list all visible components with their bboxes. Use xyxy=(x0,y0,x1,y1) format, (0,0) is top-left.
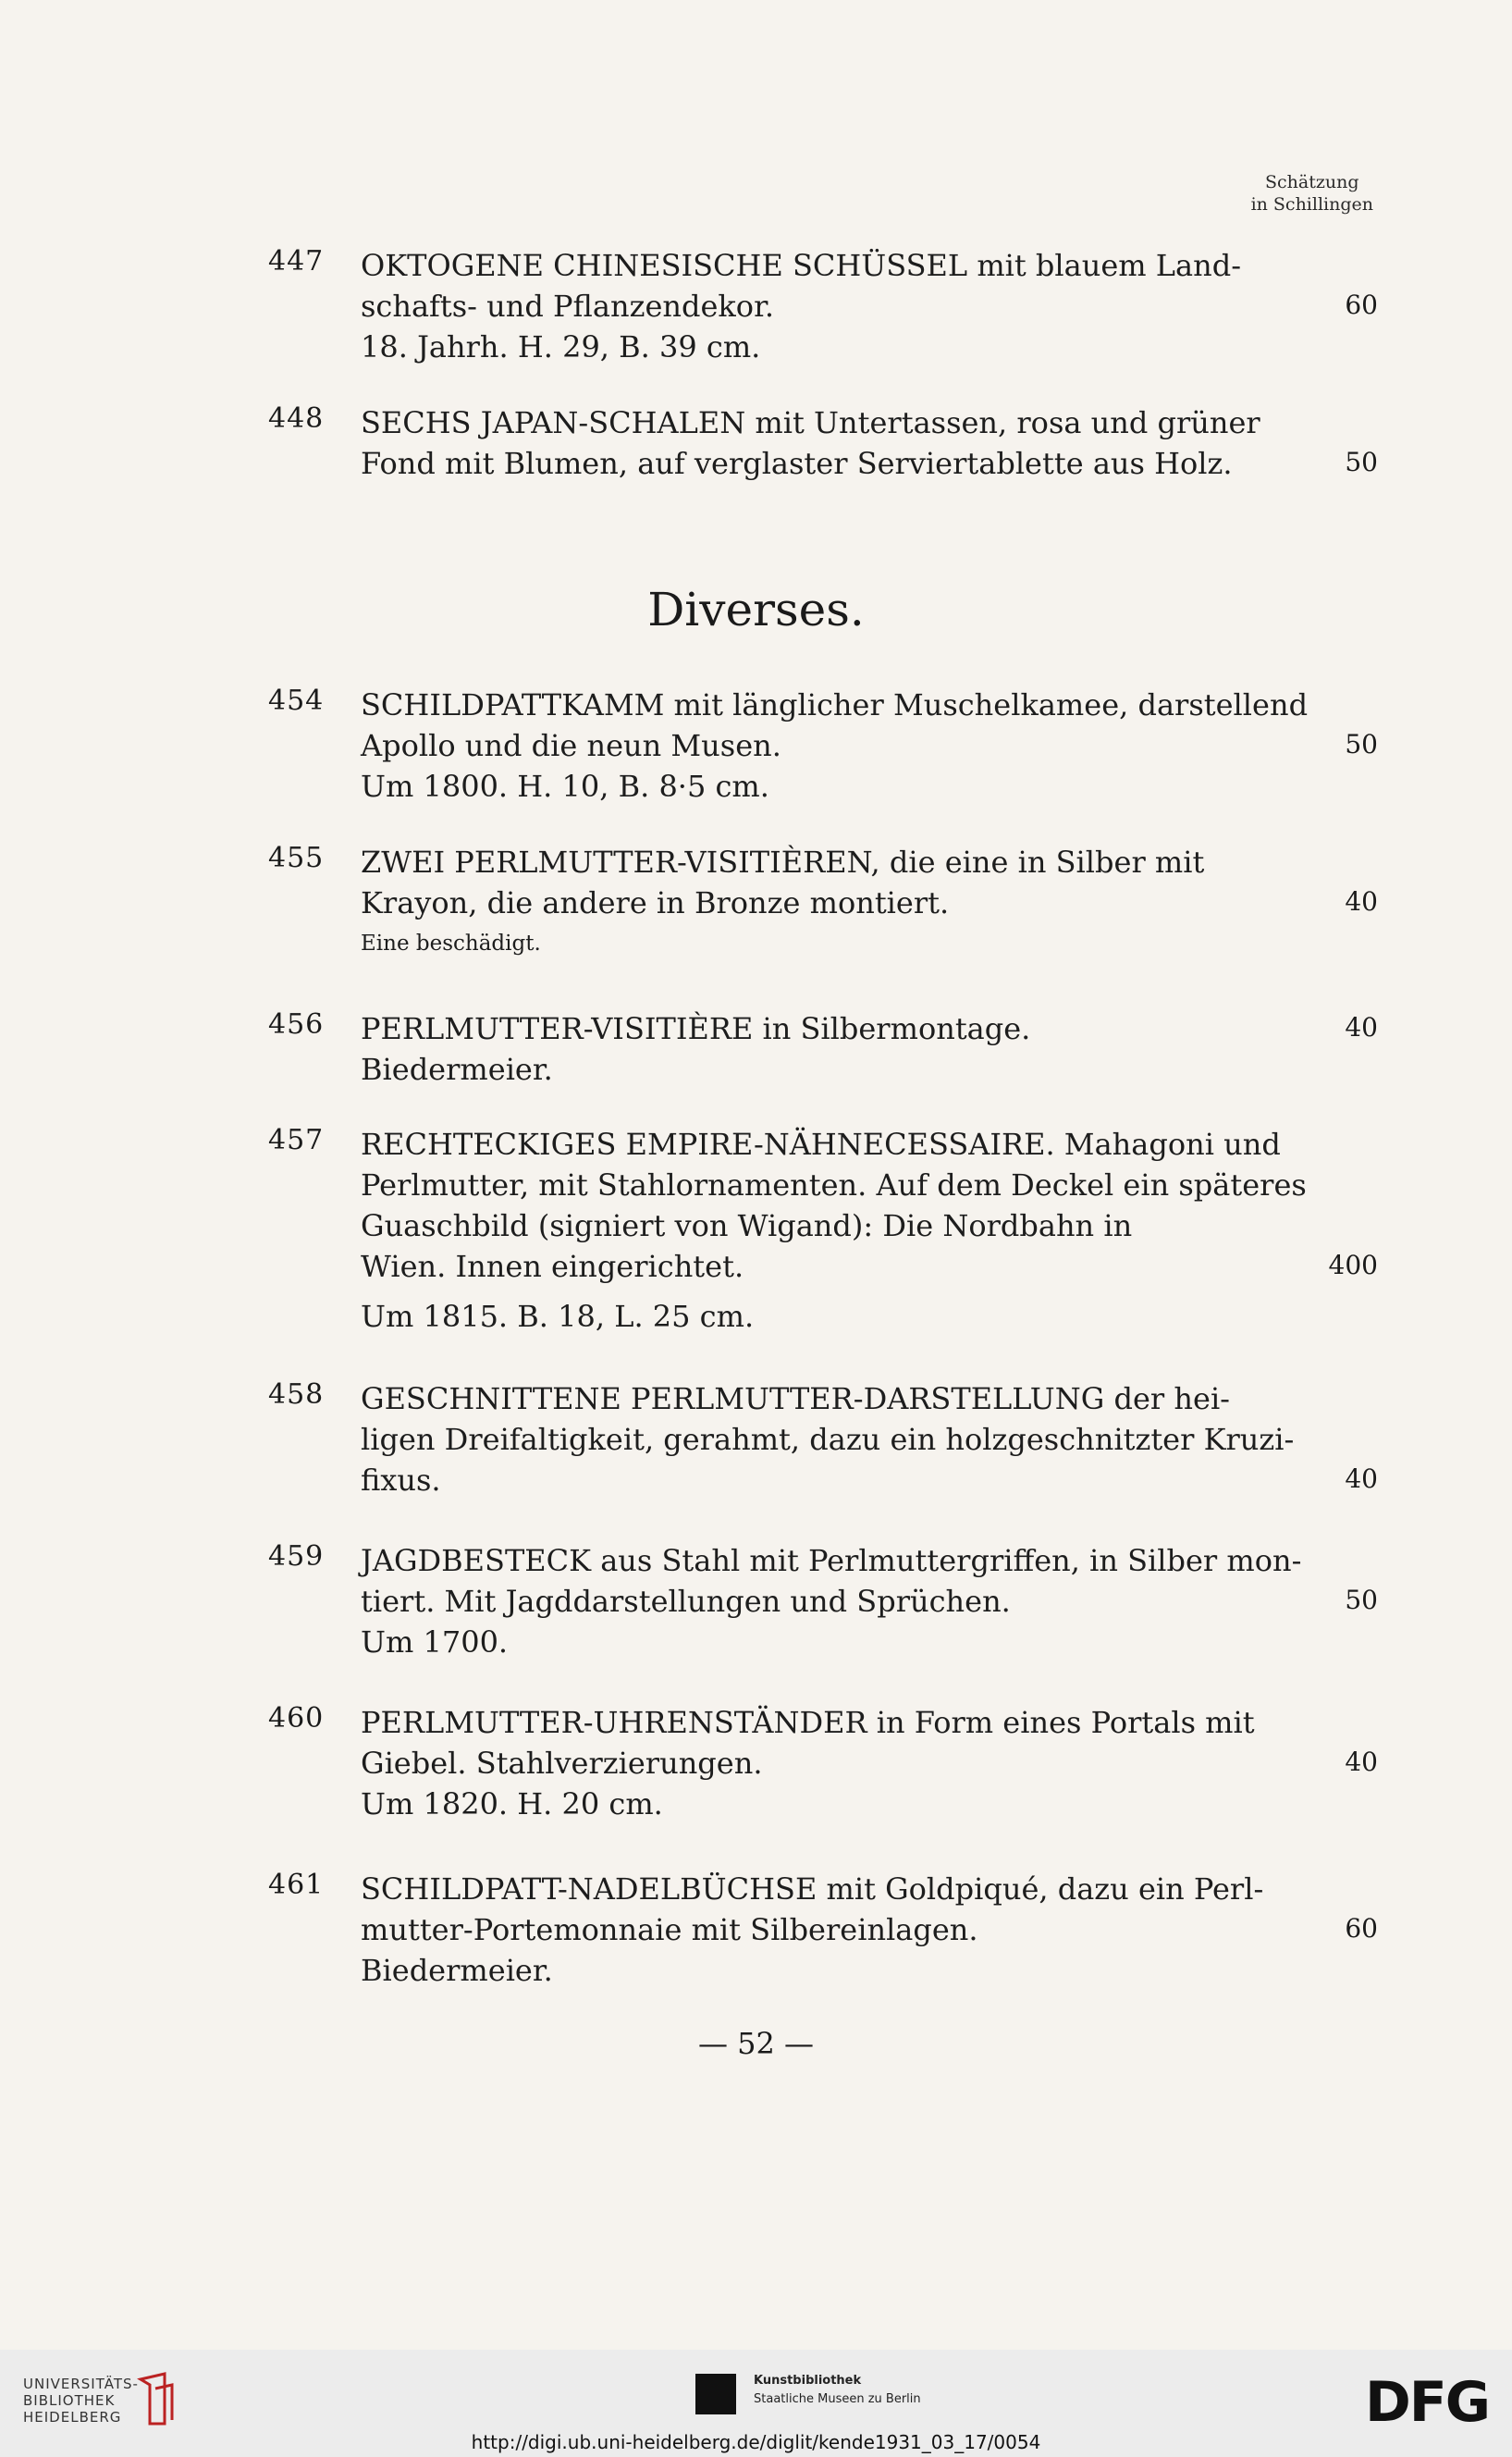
lot-description xyxy=(361,842,1285,964)
description-line: schafts- und Pflanzendekor. xyxy=(361,289,775,324)
description-line: Biedermeier. xyxy=(361,1052,553,1087)
description-line: PERLMUTTER-VISITIÈRE in Silbermontage. xyxy=(361,1011,1031,1046)
lot-description xyxy=(361,245,1285,367)
lot-description xyxy=(361,685,1309,807)
lot-number: 454 xyxy=(268,685,325,717)
lot-number: 460 xyxy=(268,1702,325,1735)
description-line: Krayon, die andere in Bronze montiert. xyxy=(361,885,950,920)
lot-number: 448 xyxy=(268,402,325,435)
description-line: Perlmutter, mit Stahlornamenten. Auf dem Deckel ein späteres xyxy=(361,1167,1307,1203)
lot-price: 40 xyxy=(1345,1463,1378,1494)
lot-number: 456 xyxy=(268,1008,325,1041)
section-title: Diverses. xyxy=(647,583,865,636)
lot-description xyxy=(361,402,1285,484)
ub-heidelberg-emblem-icon xyxy=(137,2370,176,2427)
description-line: GESCHNITTENE PERLMUTTER-DARSTELLUNG der hei- xyxy=(361,1381,1230,1416)
ub-line: BIBLIOTHEK xyxy=(23,2392,116,2409)
description-line: RECHTECKIGES EMPIRE-NÄHNECESSAIRE. Mahagoni und xyxy=(361,1127,1281,1162)
description-line: SCHILDPATTKAMM mit länglicher Muschelkamee, darstellend xyxy=(361,687,1309,722)
description-line: JAGDBESTECK aus Stahl mit Perlmuttergriffen, in Silber mon- xyxy=(361,1543,1302,1578)
lot-description xyxy=(361,1378,1295,1500)
page-number: — 52 — xyxy=(697,2026,815,2061)
lot-price: 60 xyxy=(1345,290,1378,320)
description-line: fixus. xyxy=(361,1463,441,1498)
footer-bar xyxy=(0,2350,1512,2457)
description-line: 18. Jahrh. H. 29, B. 39 cm. xyxy=(361,329,761,364)
kunstbibliothek-logo[interactable] xyxy=(754,2372,921,2409)
dfg-logo[interactable]: DFG xyxy=(1364,2370,1489,2435)
description-line: mutter-Portemonnaie mit Silbereinlagen. xyxy=(361,1912,978,1947)
lot-price: 400 xyxy=(1328,1250,1378,1280)
lot-price: 40 xyxy=(1345,886,1378,917)
description-line: Apollo und die neun Musen. xyxy=(361,728,781,763)
description-line: SECHS JAPAN-SCHALEN mit Untertassen, rosa und grüner xyxy=(361,405,1260,440)
lot-number: 458 xyxy=(268,1378,325,1411)
description-line: tiert. Mit Jagddarstellungen und Sprüchen. xyxy=(361,1584,1011,1619)
header-line-1: Schätzung xyxy=(1265,172,1359,192)
description-line: Giebel. Stahlverzierungen. xyxy=(361,1746,763,1781)
source-url[interactable]: http://digi.ub.uni-heidelberg.de/diglit/kende1931_03_17/0054 xyxy=(471,2431,1041,2453)
lot-note: Eine beschädigt. xyxy=(361,932,541,956)
description-line: Um 1700. xyxy=(361,1624,509,1660)
lot-price: 60 xyxy=(1345,1913,1378,1944)
kunstbibliothek-logo-icon xyxy=(695,2374,736,2414)
kb-sub: Staatliche Museen zu Berlin xyxy=(754,2392,921,2406)
description-line: PERLMUTTER-UHRENSTÄNDER in Form eines Portals mit xyxy=(361,1705,1255,1740)
lot-price: 50 xyxy=(1345,729,1378,759)
description-line: Um 1800. H. 10, B. 8·5 cm. xyxy=(361,769,769,804)
lot-price: 50 xyxy=(1345,1585,1378,1615)
price-column-header xyxy=(1251,171,1373,216)
description-line: SCHILDPATT-NADELBÜCHSE mit Goldpiqué, dazu ein Perl- xyxy=(361,1871,1264,1907)
lot-number: 447 xyxy=(268,245,325,278)
lot-number: 461 xyxy=(268,1869,325,1901)
description-line: ZWEI PERLMUTTER-VISITIÈREN, die eine in Silber mit xyxy=(361,845,1205,880)
description-line: OKTOGENE CHINESISCHE SCHÜSSEL mit blauem Land- xyxy=(361,248,1242,283)
description-line: Guaschbild (signiert von Wigand): Die Nordbahn in xyxy=(361,1208,1133,1243)
lot-description xyxy=(361,1702,1285,1824)
description-line: Um 1815. B. 18, L. 25 cm. xyxy=(361,1299,755,1334)
lot-description xyxy=(361,1869,1285,1991)
lot-description xyxy=(361,1124,1307,1337)
lot-number: 459 xyxy=(268,1540,325,1573)
description-line: Um 1820. H. 20 cm. xyxy=(361,1786,663,1821)
lot-description xyxy=(361,1008,1285,1090)
lot-price: 40 xyxy=(1345,1747,1378,1777)
description-line: Fond mit Blumen, auf verglaster Serviertablette aus Holz. xyxy=(361,446,1233,481)
lot-description xyxy=(361,1540,1302,1662)
kb-name: Kunstbibliothek xyxy=(754,2374,862,2388)
lot-number: 457 xyxy=(268,1124,325,1156)
header-line-2: in Schillingen xyxy=(1250,194,1373,215)
lot-price: 40 xyxy=(1345,1012,1378,1043)
lot-price: 50 xyxy=(1345,447,1378,477)
ub-line: HEIDELBERG xyxy=(23,2409,122,2426)
ub-line: UNIVERSITÄTS- xyxy=(23,2376,139,2392)
description-line: Biedermeier. xyxy=(361,1953,553,1988)
description-line: Wien. Innen eingerichtet. xyxy=(361,1249,744,1284)
description-line: ligen Dreifaltigkeit, gerahmt, dazu ein holzgeschnitzter Kruzi- xyxy=(361,1422,1295,1457)
ub-heidelberg-logo[interactable] xyxy=(23,2376,139,2426)
lot-number: 455 xyxy=(268,842,325,874)
